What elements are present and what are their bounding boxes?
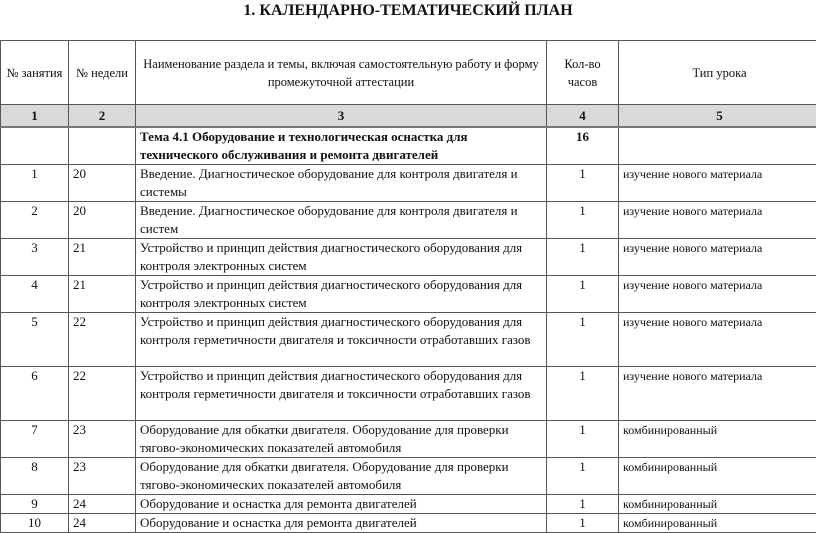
col-number: 3 (136, 105, 547, 128)
lesson-type: комбинированный (619, 495, 816, 514)
plan-table (0, 40, 816, 533)
document-title: 1. КАЛЕНДАРНО-ТЕМАТИЧЕСКИЙ ПЛАН (0, 2, 816, 20)
lesson-name: Устройство и принцип действия диагностического оборудования для контроля герметичности двигателя и токсичности отработавших газов (136, 367, 547, 421)
lesson-hours: 1 (547, 239, 619, 276)
lesson-type: изучение нового материала (619, 313, 816, 367)
header-hours: Кол-во часов (547, 41, 619, 105)
lesson-number: 7 (1, 421, 69, 458)
lesson-type: изучение нового материала (619, 165, 816, 202)
lesson-name: Устройство и принцип действия диагностического оборудования для контроля герметичности двигателя и токсичности отработавших газов (136, 313, 547, 367)
table-row (1, 165, 816, 202)
lesson-name: Введение. Диагностическое оборудование для контроля двигателя и систем (136, 202, 547, 239)
lesson-name: Введение. Диагностическое оборудование для контроля двигателя и системы (136, 165, 547, 202)
table-row (1, 239, 816, 276)
lesson-hours: 1 (547, 202, 619, 239)
week-number: 23 (69, 421, 136, 458)
lesson-hours: 1 (547, 313, 619, 367)
week-number: 20 (69, 165, 136, 202)
col-number: 4 (547, 105, 619, 128)
col-number: 1 (1, 105, 69, 128)
lesson-hours: 1 (547, 514, 619, 533)
lesson-number: 8 (1, 458, 69, 495)
header-row (1, 41, 816, 105)
lesson-name: Устройство и принцип действия диагностического оборудования для контроля электронных систем (136, 276, 547, 313)
table-row (1, 276, 816, 313)
lesson-type: изучение нового материала (619, 367, 816, 421)
header-topic-name: Наименование раздела и темы, включая самостоятельную работу и форму промежуточной аттестации (136, 41, 547, 105)
lesson-hours: 1 (547, 165, 619, 202)
lesson-type: комбинированный (619, 458, 816, 495)
week-number: 24 (69, 514, 136, 533)
lesson-number: 3 (1, 239, 69, 276)
lesson-name: Оборудование для обкатки двигателя. Оборудование для проверки тягово-экономических показателей автомобиля (136, 421, 547, 458)
col-number: 5 (619, 105, 816, 128)
lesson-hours: 1 (547, 458, 619, 495)
topic-hours: 16 (547, 127, 619, 165)
week-number: 23 (69, 458, 136, 495)
table-row (1, 313, 816, 367)
table-row (1, 514, 816, 533)
table-row (1, 367, 816, 421)
week-number: 22 (69, 367, 136, 421)
lesson-number: 5 (1, 313, 69, 367)
topic-row (1, 127, 816, 165)
table-row (1, 458, 816, 495)
week-number: 21 (69, 239, 136, 276)
lesson-type: изучение нового материала (619, 239, 816, 276)
col-number: 2 (69, 105, 136, 128)
table-row (1, 495, 816, 514)
week-number: 24 (69, 495, 136, 514)
lesson-number: 4 (1, 276, 69, 313)
week-number: 22 (69, 313, 136, 367)
week-number: 21 (69, 276, 136, 313)
lesson-hours: 1 (547, 367, 619, 421)
lesson-type: изучение нового материала (619, 202, 816, 239)
lesson-number: 1 (1, 165, 69, 202)
table-row (1, 202, 816, 239)
lesson-number: 10 (1, 514, 69, 533)
topic-name: Тема 4.1 Оборудование и технологическая оснастка для технического обслуживания и ремонта двигателей (136, 127, 547, 165)
week-number: 20 (69, 202, 136, 239)
header-week-number: № недели (69, 41, 136, 105)
lesson-number: 6 (1, 367, 69, 421)
header-lesson-number: № занятия (1, 41, 69, 105)
lesson-type: изучение нового материала (619, 276, 816, 313)
lesson-name: Оборудование и оснастка для ремонта двигателей (136, 514, 547, 533)
lesson-name: Оборудование для обкатки двигателя. Оборудование для проверки тягово-экономических показателей автомобиля (136, 458, 547, 495)
lesson-name: Оборудование и оснастка для ремонта двигателей (136, 495, 547, 514)
lesson-number: 2 (1, 202, 69, 239)
lesson-number: 9 (1, 495, 69, 514)
lesson-name: Устройство и принцип действия диагностического оборудования для контроля электронных систем (136, 239, 547, 276)
lesson-hours: 1 (547, 421, 619, 458)
lesson-type: комбинированный (619, 421, 816, 458)
header-lesson-type: Тип урока (619, 41, 816, 105)
lesson-type: комбинированный (619, 514, 816, 533)
lesson-hours: 1 (547, 495, 619, 514)
table-row (1, 421, 816, 458)
column-number-row (1, 105, 816, 128)
lesson-hours: 1 (547, 276, 619, 313)
